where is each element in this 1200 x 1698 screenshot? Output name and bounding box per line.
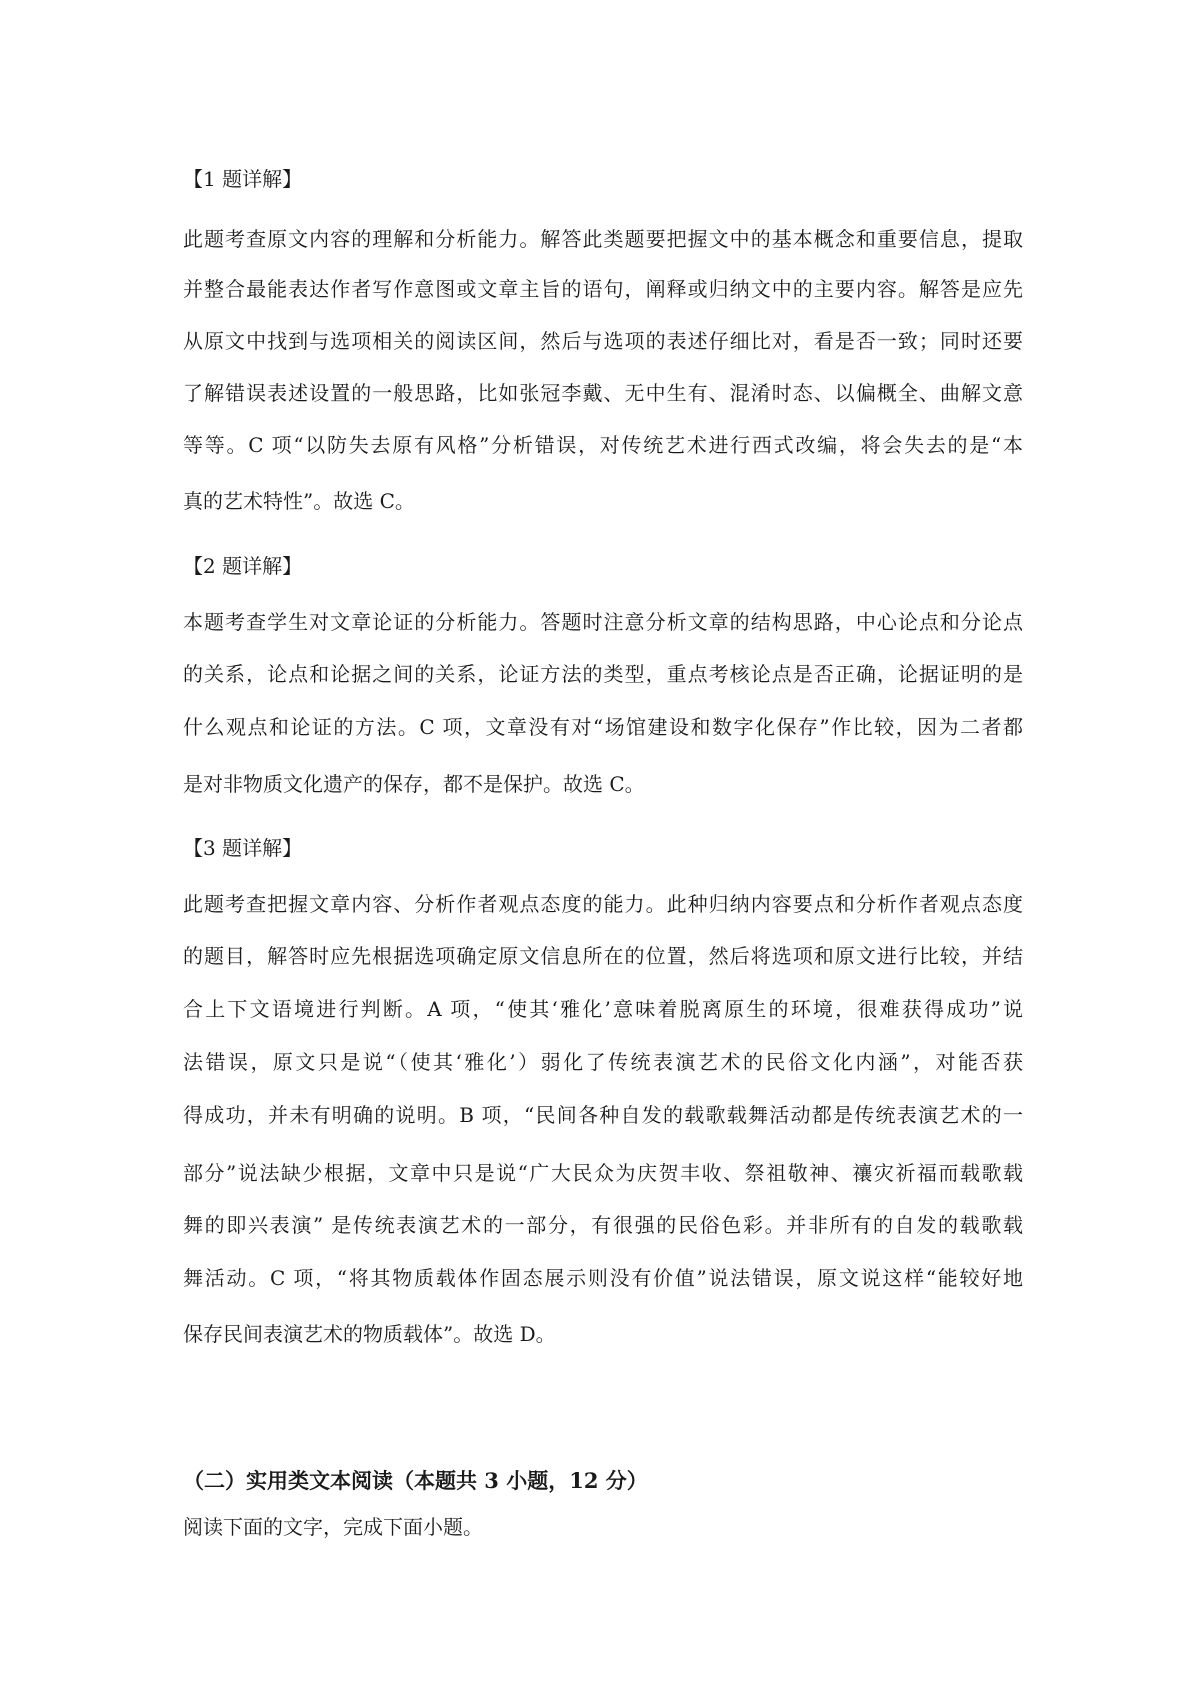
answer3-line: 合上下文语境进行判断。A 项，“使其‘雅化’意味着脱离原生的环境，很难获得成功”说 — [183, 997, 1023, 1021]
answer2-line: 是对非物质文化遗产的保存，都不是保护。故选 C。 — [183, 772, 645, 796]
answer2-line: 的关系，论点和论据之间的关系，论证方法的类型，重点考核论点是否正确，论据证明的是 — [183, 662, 1023, 686]
section-title: （二）实用类文本阅读（本题共 3 小题，12 分） — [183, 1468, 648, 1493]
answer3-heading: 【3 题详解】 — [183, 836, 303, 860]
answer1-line: 并整合最能表达作者写作意图或文章主旨的语句，阐释或归纳文中的主要内容。解答是应先 — [183, 277, 1023, 301]
answer3-line: 的题目，解答时应先根据选项确定原文信息所在的位置，然后将选项和原文进行比较，并结 — [183, 944, 1023, 968]
answer3-line: 法错误，原文只是说“（使其‘雅化’）弱化了传统表演艺术的民俗文化内涵”，对能否获 — [183, 1050, 1023, 1074]
answer1-line: 真的艺术特性”。故选 C。 — [183, 489, 415, 513]
answer3-line: 保存民间表演艺术的物质载体”。故选 D。 — [183, 1322, 556, 1346]
answer1-line: 等等。C 项“以防失去原有风格”分析错误，对传统艺术进行西式改编，将会失去的是“本 — [183, 433, 1023, 457]
answer3-line: 舞活动。C 项，“将其物质载体作固态展示则没有价值”说法错误，原文说这样“能较好地 — [183, 1266, 1023, 1290]
answer1-line: 此题考查原文内容的理解和分析能力。解答此类题要把握文中的基本概念和重要信息，提取 — [183, 227, 1023, 251]
answer2-line: 本题考查学生对文章论证的分析能力。答题时注意分析文章的结构思路，中心论点和分论点 — [183, 610, 1023, 634]
answer1-line: 从原文中找到与选项相关的阅读区间，然后与选项的表述仔细比对，看是否一致；同时还要 — [183, 329, 1023, 353]
answer3-line: 部分”说法缺少根据，文章中只是说“广大民众为庆贺丰收、祭祖敬神、禳灾祈福而载歌载 — [183, 1161, 1023, 1185]
answer3-line: 得成功，并未有明确的说明。B 项，“民间各种自发的载歌载舞活动都是传统表演艺术的一 — [183, 1103, 1023, 1127]
section-instruction: 阅读下面的文字，完成下面小题。 — [183, 1515, 483, 1539]
answer2-line: 什么观点和论证的方法。C 项，文章没有对“场馆建设和数字化保存”作比较，因为二者都 — [183, 715, 1023, 739]
answer1-line: 了解错误表述设置的一般思路，比如张冠李戴、无中生有、混淆时态、以偏概全、曲解文意 — [183, 381, 1023, 405]
answer1-heading: 【1 题详解】 — [183, 167, 303, 191]
answer3-line: 舞的即兴表演” 是传统表演艺术的一部分，有很强的民俗色彩。并非所有的自发的载歌载 — [183, 1213, 1023, 1237]
answer2-heading: 【2 题详解】 — [183, 554, 303, 578]
answer3-line: 此题考查把握文章内容、分析作者观点态度的能力。此种归纳内容要点和分析作者观点态度 — [183, 892, 1023, 916]
